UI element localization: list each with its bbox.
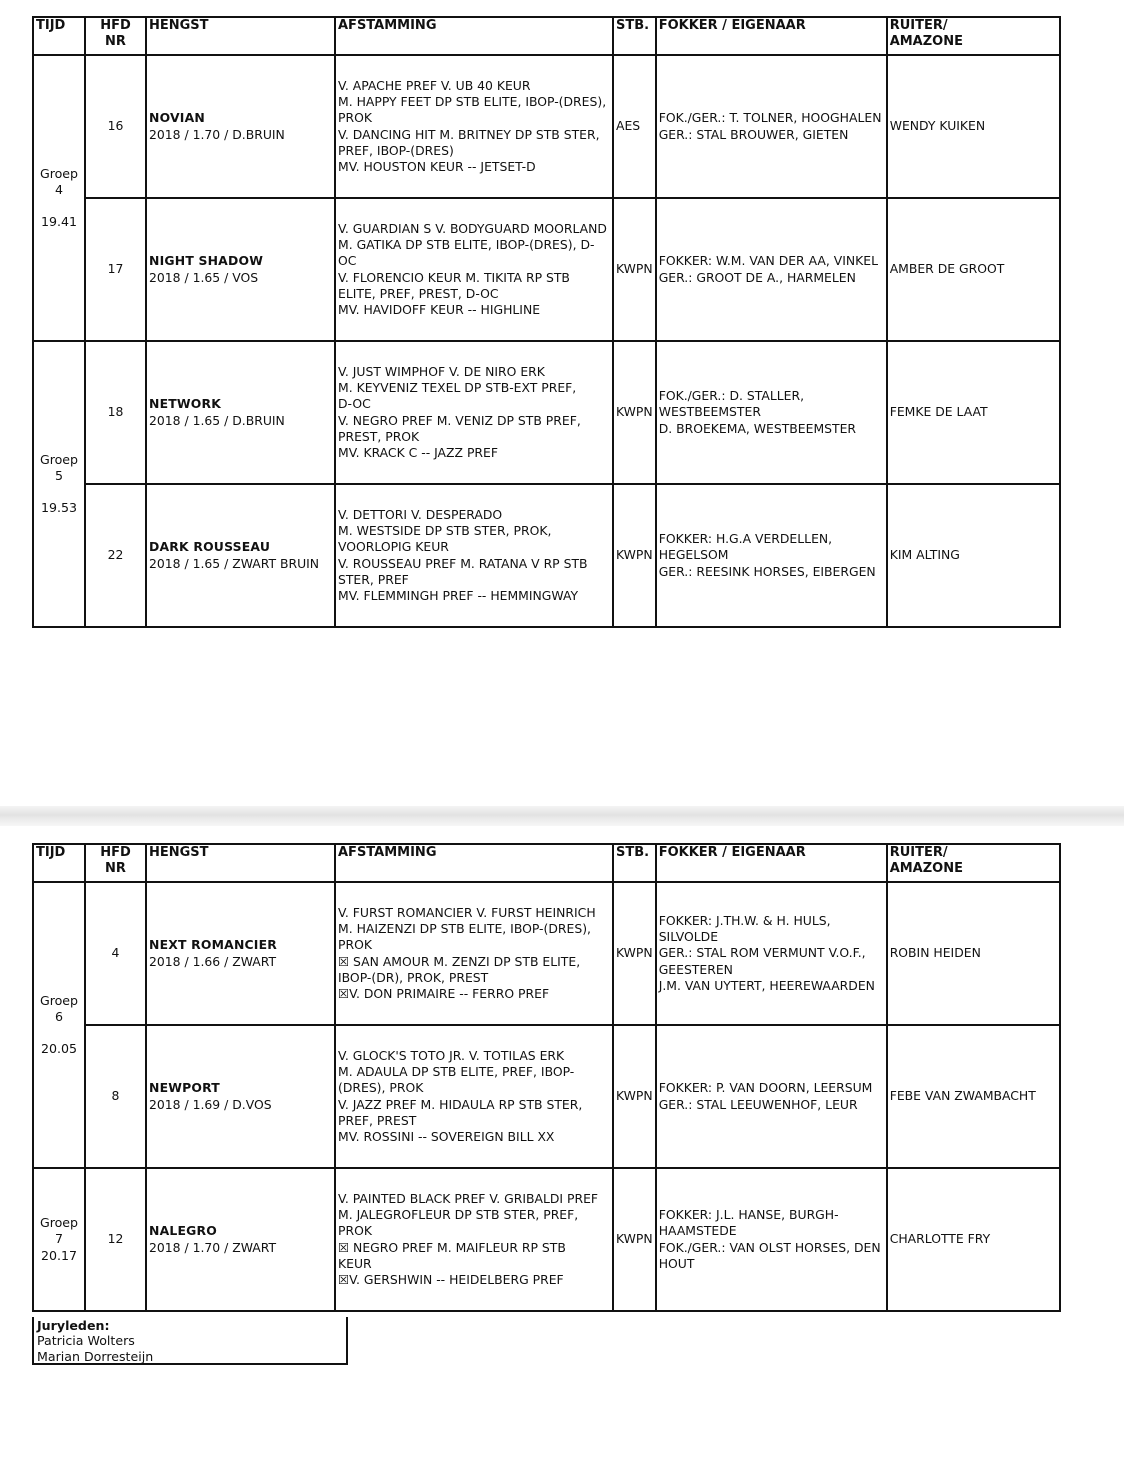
group-time: 19.41 — [40, 213, 78, 229]
group-time: 20.05 — [40, 1040, 78, 1056]
hfd-nr: 12 — [85, 1168, 146, 1311]
horse-info: 2018 / 1.70 / D.BRUIN — [149, 126, 285, 142]
table-row — [33, 882, 1060, 1025]
horse-info: 2018 / 1.69 / D.VOS — [149, 1096, 272, 1112]
stb-cell: KWPN — [613, 341, 656, 484]
afstamming-cell: V. JUST WIMPHOF V. DE NIRO ERK M. KEYVENIZ TEXEL DP STB-EXT PREF, D-OC V. NEGRO PREF M. VENIZ DP STB PREF, PREST, PROK MV. KRACK C -- JAZZ PREF — [335, 341, 613, 484]
hengst-cell — [146, 1025, 335, 1168]
group-label: Groep 5 — [39, 452, 79, 484]
group-label: Groep — [39, 1215, 79, 1231]
ruiter-cell: FEBE VAN ZWAMBACHT — [887, 1025, 1060, 1168]
hfd-nr: 17 — [85, 198, 146, 341]
hengst-cell — [146, 55, 335, 198]
header-tijd: TIJD — [33, 17, 85, 55]
stb-cell: KWPN — [613, 1025, 656, 1168]
horse-name: NOVIAN — [149, 110, 205, 126]
header-ruiter: RUITER/ AMAZONE — [887, 844, 1060, 882]
header-afstamming: AFSTAMMING — [335, 17, 613, 55]
hengst-cell — [146, 198, 335, 341]
fokker-cell: FOK./GER.: T. TOLNER, HOOGHALEN GER.: STAL BROUWER, GIETEN — [656, 55, 887, 198]
page-2 — [0, 826, 1124, 1472]
header-stb: STB. — [613, 17, 656, 55]
afstamming-cell: V. APACHE PREF V. UB 40 KEUR M. HAPPY FEET DP STB ELITE, IBOP-(DRES), PROK V. DANCING HIT M. BRITNEY DP STB STER, PREF, IBOP-(DRES) MV. HOUSTON KEUR -- JETSET-D — [335, 55, 613, 198]
group-cell — [33, 341, 85, 627]
ruiter-cell: KIM ALTING — [887, 484, 1060, 627]
fokker-cell: FOKKER: J.L. HANSE, BURGH- HAAMSTEDE FOK./GER.: VAN OLST HORSES, DEN HOUT — [656, 1168, 887, 1311]
horse-name: NETWORK — [149, 396, 222, 412]
group-label: Groep 4 — [39, 166, 79, 198]
header-stb: STB. — [613, 844, 656, 882]
hengst-cell — [146, 484, 335, 627]
stb-cell: KWPN — [613, 882, 656, 1025]
group-cell — [33, 882, 85, 1168]
header-tijd: TIJD — [33, 844, 85, 882]
fokker-cell: FOK./GER.: D. STALLER, WESTBEEMSTER D. BROEKEMA, WESTBEEMSTER — [656, 341, 887, 484]
horse-info: 2018 / 1.65 / ZWART BRUIN — [149, 555, 320, 571]
group-cell — [33, 55, 85, 341]
stb-cell: KWPN — [613, 1168, 656, 1311]
horse-name: NEXT ROMANCIER — [149, 937, 278, 953]
table-row — [33, 341, 1060, 484]
fokker-cell: FOKKER: P. VAN DOORN, LEERSUM GER.: STAL LEEUWENHOF, LEUR — [656, 1025, 887, 1168]
header-hengst: HENGST — [146, 844, 335, 882]
group-time: 19.53 — [40, 499, 78, 515]
stb-cell: AES — [613, 55, 656, 198]
hengst-cell — [146, 882, 335, 1025]
table-row — [33, 484, 1060, 627]
header-afstamming: AFSTAMMING — [335, 844, 613, 882]
group-cell — [33, 1168, 85, 1311]
table-row — [33, 1025, 1060, 1168]
jury-member: Marian Dorresteijn — [37, 1348, 154, 1364]
group-time: 20.17 — [40, 1247, 78, 1263]
header-ruiter: RUITER/ AMAZONE — [887, 17, 1060, 55]
stb-cell: KWPN — [613, 198, 656, 341]
schedule-table-2 — [32, 843, 1061, 1312]
afstamming-cell: V. PAINTED BLACK PREF V. GRIBALDI PREF M. JALEGROFLEUR DP STB STER, PREF, PROK ☒ NEGRO PREF M. MAIFLEUR RP STB KEUR ☒V. GERSHWIN -- HEIDELBERG PREF — [335, 1168, 613, 1311]
group-number: 7 — [54, 1231, 63, 1247]
horse-name: NEWPORT — [149, 1080, 220, 1096]
horse-info: 2018 / 1.66 / ZWART — [149, 953, 277, 969]
fokker-cell: FOKKER: J.TH.W. & H. HULS, SILVOLDE GER.: STAL ROM VERMUNT V.O.F., GEESTEREN J.M. VAN UYTERT, HEEREWAARDEN — [656, 882, 887, 1025]
group-label: Groep 6 — [39, 993, 79, 1025]
header-hfd-nr: HFD NR — [85, 844, 146, 882]
jury-title: Juryleden: — [37, 1318, 110, 1333]
horse-name: NIGHT SHADOW — [149, 253, 264, 269]
header-hfd-nr: HFD NR — [85, 17, 146, 55]
hfd-nr: 4 — [85, 882, 146, 1025]
ruiter-cell: WENDY KUIKEN — [887, 55, 1060, 198]
horse-name: NALEGRO — [149, 1223, 217, 1239]
table-header-row — [33, 17, 1060, 55]
table-row — [33, 55, 1060, 198]
ruiter-cell: CHARLOTTE FRY — [887, 1168, 1060, 1311]
hfd-nr: 22 — [85, 484, 146, 627]
afstamming-cell: V. FURST ROMANCIER V. FURST HEINRICH M. HAIZENZI DP STB ELITE, IBOP-(DRES), PROK ☒ SAN AMOUR M. ZENZI DP STB ELITE, IBOP-(DR), PROK, PREST ☒V. DON PRIMAIRE -- FERRO PREF — [335, 882, 613, 1025]
stb-cell: KWPN — [613, 484, 656, 627]
ruiter-cell: ROBIN HEIDEN — [887, 882, 1060, 1025]
horse-name: DARK ROUSSEAU — [149, 539, 271, 555]
afstamming-cell: V. DETTORI V. DESPERADO M. WESTSIDE DP STB STER, PROK, VOORLOPIG KEUR V. ROUSSEAU PREF M. RATANA V RP STB STER, PREF MV. FLEMMINGH PREF -- HEMMINGWAY — [335, 484, 613, 627]
header-fokker: FOKKER / EIGENAAR — [656, 17, 887, 55]
jury-box — [32, 1317, 348, 1365]
afstamming-cell: V. GUARDIAN S V. BODYGUARD MOORLAND M. GATIKA DP STB ELITE, IBOP-(DRES), D- OC V. FLORENCIO KEUR M. TIKITA RP STB ELITE, PREF, PREST, D-OC MV. HAVIDOFF KEUR -- HIGHLINE — [335, 198, 613, 341]
fokker-cell: FOKKER: W.M. VAN DER AA, VINKEL GER.: GROOT DE A., HARMELEN — [656, 198, 887, 341]
hengst-cell — [146, 341, 335, 484]
ruiter-cell: FEMKE DE LAAT — [887, 341, 1060, 484]
page-separator — [0, 806, 1124, 826]
schedule-table-1 — [32, 16, 1061, 628]
header-fokker: FOKKER / EIGENAAR — [656, 844, 887, 882]
hengst-cell — [146, 1168, 335, 1311]
table-header-row — [33, 844, 1060, 882]
hfd-nr: 8 — [85, 1025, 146, 1168]
table-row — [33, 1168, 1060, 1311]
fokker-cell: FOKKER: H.G.A VERDELLEN, HEGELSOM GER.: REESINK HORSES, EIBERGEN — [656, 484, 887, 627]
table-row — [33, 198, 1060, 341]
hfd-nr: 18 — [85, 341, 146, 484]
jury-member: Patricia Wolters — [37, 1333, 135, 1349]
hfd-nr: 16 — [85, 55, 146, 198]
horse-info: 2018 / 1.65 / VOS — [149, 269, 259, 285]
horse-info: 2018 / 1.65 / D.BRUIN — [149, 412, 285, 428]
ruiter-cell: AMBER DE GROOT — [887, 198, 1060, 341]
header-hengst: HENGST — [146, 17, 335, 55]
horse-info: 2018 / 1.70 / ZWART — [149, 1239, 277, 1255]
afstamming-cell: V. GLOCK'S TOTO JR. V. TOTILAS ERK M. ADAULA DP STB ELITE, PREF, IBOP- (DRES), PROK V. JAZZ PREF M. HIDAULA RP STB STER, PREF, PREST MV. ROSSINI -- SOVEREIGN BILL XX — [335, 1025, 613, 1168]
